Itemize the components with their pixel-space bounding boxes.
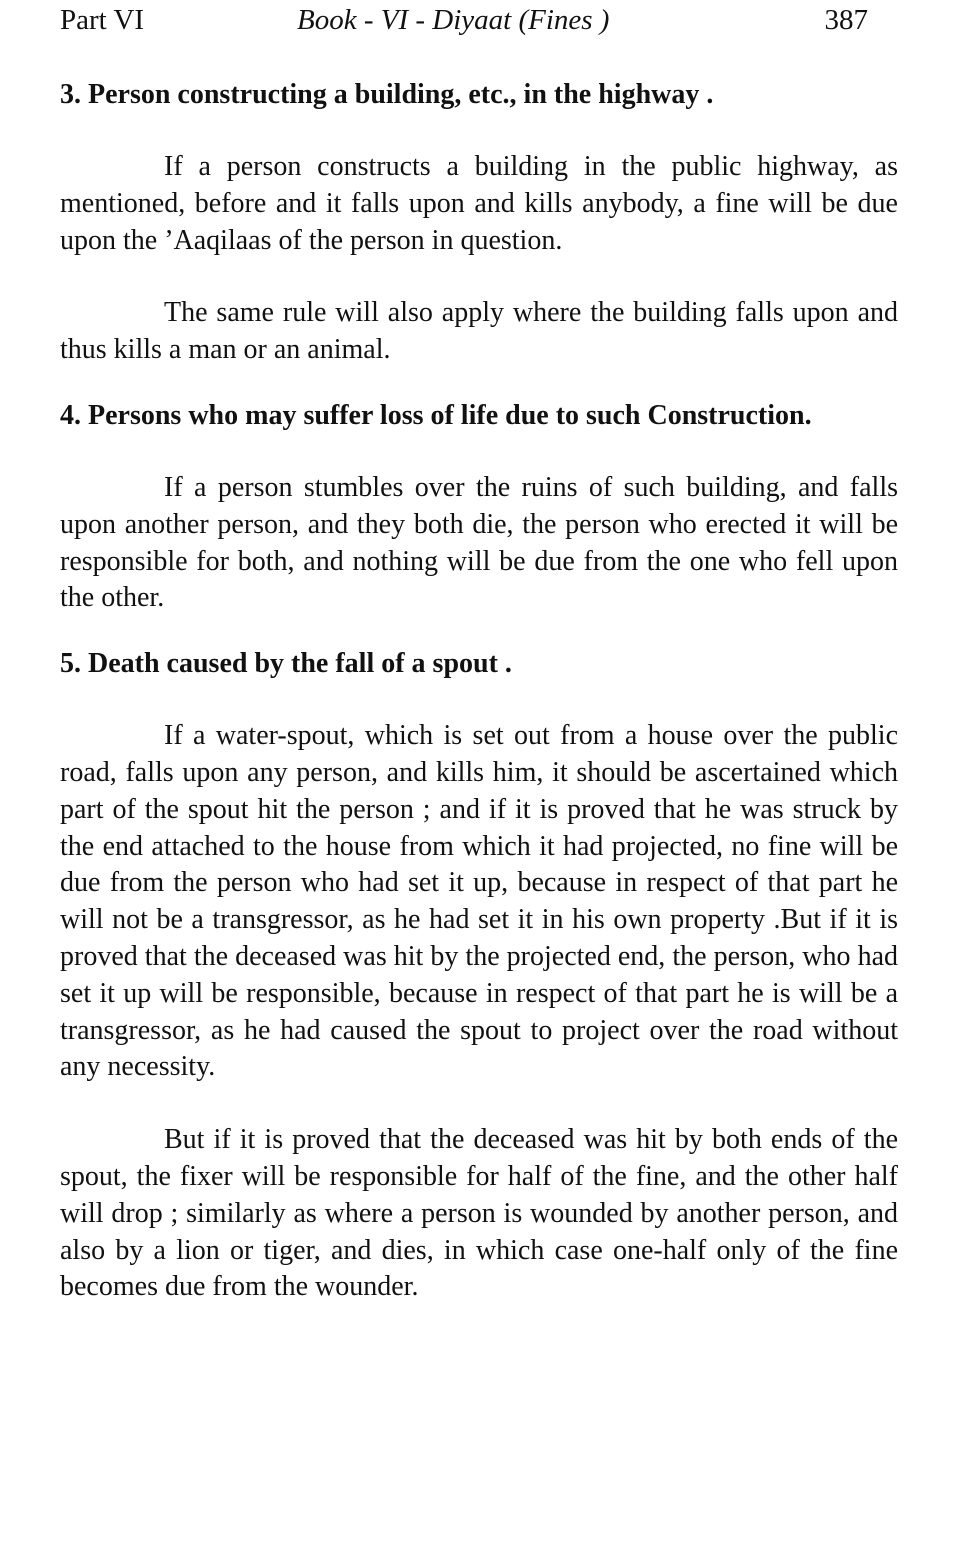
- book-page: [60, 0, 898, 1306]
- paragraph: But if it is proved that the deceased was hit by both ends of the spout, the fixer will be responsible for half of the fine, and the other half will drop ; similarly as where a person is wounded by another person, and also by a lion or tiger, and dies, in which case one-half only of the fine becomes due from the wounder.: [60, 1124, 898, 1303]
- paragraph: If a person stumbles over the ruins of such building, and falls upon another person, and they both die, the person who erected it will be responsible for both, and nothing will be due from the one who fell upon the other.: [60, 471, 898, 614]
- part-label: Part VI: [60, 4, 145, 36]
- book-title: Book - VI - Diyaat (Fines ): [297, 4, 610, 36]
- section-4: [60, 397, 898, 617]
- paragraph: If a person constructs a building in the public highway, as mentioned, before and it falls upon and kills anybody, a fine will be due upon the ’Aaqilaas of the person in question.: [60, 151, 898, 256]
- running-header: [60, 0, 898, 48]
- paragraph: The same rule will also apply where the building falls upon and thus kills a man or an animal.: [60, 297, 898, 366]
- section-3: [60, 76, 898, 369]
- section-heading: 3. Person constructing a building, etc., in the highway .: [60, 79, 714, 110]
- paragraph: If a water-spout, which is set out from a house over the public road, falls upon any person, and kills him, it should be ascertained which part of the spout hit the person ; and if it is proved that he was struck by the end attached to the house from which it had projected, no fine will be due from the person who had set it up, because in respect of that part he will not be a transgressor, as he had set it in his own property .But if it is proved that the deceased was hit by the projected end, the person, who had set it up will be responsible, because in respect of that part he is will be a transgressor, as he had caused the spout to project over the road without any necessity.: [60, 720, 898, 1083]
- section-heading: 4. Persons who may suffer loss of life due to such Construction.: [60, 399, 812, 431]
- section-5: [60, 645, 898, 1306]
- page-number: 387: [824, 4, 868, 36]
- section-heading: 5. Death caused by the fall of a spout .: [60, 648, 512, 680]
